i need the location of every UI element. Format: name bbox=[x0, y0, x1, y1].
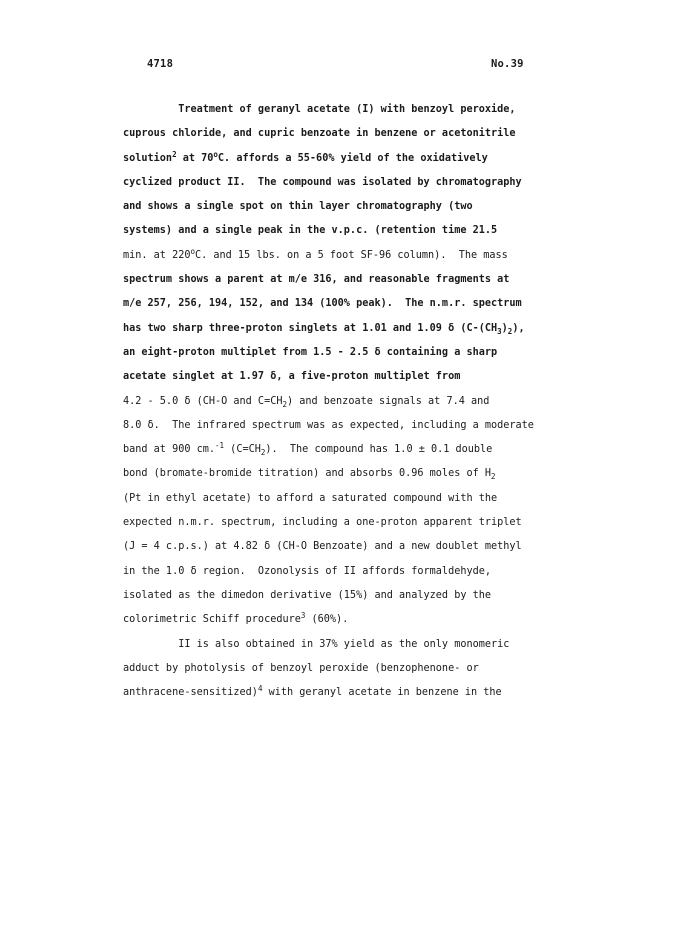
subscript: 2 bbox=[260, 448, 266, 458]
text-line: cuprous chloride, and cupric benzoate in benzene or acetonitrile bbox=[123, 128, 516, 140]
footnote-ref: 4 bbox=[257, 684, 263, 694]
footnote-ref: 2 bbox=[172, 149, 177, 159]
text-line: isolated as the dimedon derivative (15%) and analyzed by the bbox=[123, 589, 492, 601]
text-line: an eight-proton multiplet from 1.5 - 2.5 δ containing a sharp bbox=[123, 346, 498, 358]
text-line: (Pt in ethyl acetate) to afford a saturated compound with the bbox=[123, 492, 498, 504]
text-line: 4.2 - 5.0 δ (CH-O and $C=CH_2$) and benzoate signals at 7.4 and bbox=[123, 395, 490, 409]
text-line: has two sharp three-proton singlets at 1.01 and 1.09 δ $(C-(CH_3)_2)$, bbox=[123, 322, 525, 336]
subscript: 3 bbox=[497, 326, 502, 336]
text-line: and shows a single spot on thin layer chromatography (two bbox=[123, 201, 473, 213]
text-line: II is also obtained in 37% yield as the only monomeric bbox=[123, 638, 510, 650]
text-line: min. at 220$^o$C. and 15 lbs. on a 5 foot SF-96 column). The mass bbox=[123, 246, 508, 261]
text-line: bond (bromate-bromide titration) and absorbs 0.96 moles of $H_2$ bbox=[123, 468, 496, 482]
text-line: systems) and a single peak in the v.p.c. (retention time 21.5 bbox=[123, 225, 498, 237]
text-line: m/e 257, 256, 194, 152, and 134 (100% peak). The n.m.r. spectrum bbox=[123, 298, 522, 310]
text-line: 8.0 δ. The infrared spectrum was as expected, including a moderate bbox=[123, 419, 534, 431]
subscript: 2 bbox=[491, 472, 496, 482]
text-line: cyclized product II. The compound was isolated by chromatography bbox=[123, 176, 522, 188]
text-line: in the 1.0 δ region. Ozonolysis of II affords formaldehyde, bbox=[123, 565, 492, 577]
superscript: -1 bbox=[215, 441, 225, 451]
issue-number: No.39 bbox=[491, 58, 524, 70]
text-line: band at 900 cm.$^{-1}$ $(C=CH_2)$. The compound has 1.0 ± 0.1 double bbox=[123, 441, 493, 458]
body-text bbox=[123, 98, 583, 705]
text-line: Treatment of geranyl acetate (I) with benzoyl peroxide, bbox=[123, 104, 516, 115]
page-number: 4718 bbox=[147, 58, 174, 70]
text-line: (J = 4 c.p.s.) at 4.82 δ (CH-O Benzoate) and a new doublet methyl bbox=[123, 541, 522, 553]
text-line: anthracene-sensitized)$^4$ with geranyl acetate in benzene in the bbox=[123, 684, 502, 699]
degree-superscript: o bbox=[213, 149, 218, 159]
text-line: acetate singlet at 1.97 δ, a five-proton multiplet from bbox=[123, 371, 461, 383]
text-line: spectrum shows a parent at m/e 316, and reasonable fragments at bbox=[123, 274, 510, 286]
text-line: expected n.m.r. spectrum, including a one-proton apparent triplet bbox=[123, 517, 522, 529]
subscript: 2 bbox=[507, 326, 513, 336]
degree-superscript: o bbox=[190, 246, 195, 256]
text-line: adduct by photolysis of benzoyl peroxide (benzophenone- or bbox=[123, 662, 479, 674]
text-line: solution$^2$ at 70$^o$C. affords a 55-60% yield of the oxidatively bbox=[123, 149, 488, 164]
text-line: colorimetric Schiff procedure$^3$ (60%). bbox=[123, 611, 349, 626]
subscript: 2 bbox=[282, 399, 287, 409]
footnote-ref: 3 bbox=[300, 611, 306, 621]
